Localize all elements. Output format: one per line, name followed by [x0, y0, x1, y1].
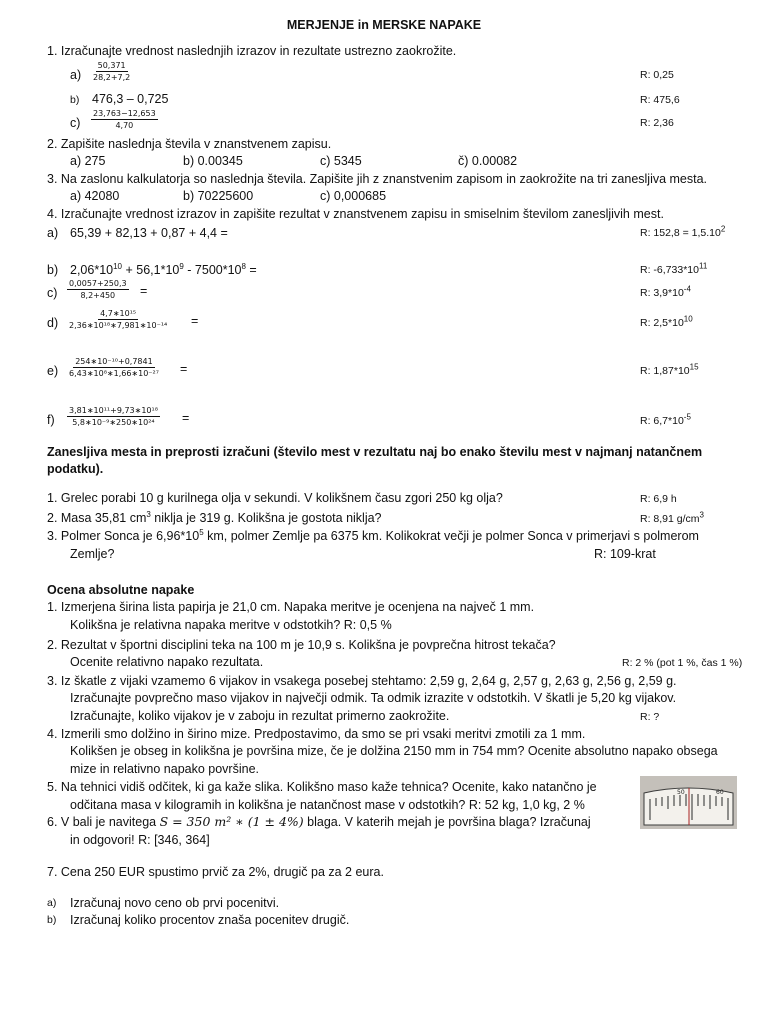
- q4d-result-text: R: 2,5*10: [640, 317, 684, 329]
- s2-q3-part2: km, polmer Zemlje pa 6375 km. Kolikokrat večji je polmer Sonca v primerjavi s polmerom: [203, 529, 699, 543]
- q1c-numerator: 23,763−12,653: [93, 109, 156, 118]
- q4c-equals: =: [140, 284, 148, 298]
- scale-label-50: 50: [677, 789, 685, 796]
- s3-q2-line2: Ocenite relativno napako rezultata.: [70, 655, 264, 669]
- s2-q3-part1: 3. Polmer Sonca je 6,96*10: [47, 529, 200, 543]
- q4f-result-text: R: 6,7*10: [640, 415, 684, 427]
- s2-q2-exp: 3: [146, 509, 151, 519]
- q4a-label: a): [47, 226, 59, 240]
- q4c-result: [640, 285, 691, 301]
- q4b-term1: 2,06*10: [70, 263, 114, 277]
- s3-q7a-label: a): [47, 897, 57, 909]
- q4e-fraction: [67, 356, 161, 379]
- scale-label-60: 60: [716, 789, 724, 796]
- q4f-fraction: [67, 405, 160, 428]
- q3-text: 3. Na zaslonu kalkulatorja so naslednja števila. Zapišite jih z znanstvenim zapisom in zaokrožite na tri zanesljiva mesta.: [47, 172, 708, 186]
- q1c-label: c): [70, 116, 81, 130]
- q4f-result: [640, 413, 691, 429]
- q4c-fraction: [67, 278, 129, 301]
- q1c-fraction: [91, 108, 158, 131]
- s2-q3-exp: 5: [199, 527, 204, 537]
- s3-q5-line2: odčitana masa v kilogramih in kolikšna je natančnost mase v odstotkih? R: 52 kg, 1,0 kg, 2 %: [70, 798, 585, 812]
- q4b-exp2: 9: [179, 261, 184, 271]
- q1-text: 1. Izračunajte vrednost naslednjih izrazov in rezultate ustrezno zaokrožite.: [47, 44, 457, 58]
- q2c: c) 5345: [320, 154, 362, 168]
- s3-q4-line1: 4. Izmerili smo dolžino in širino mize. Predpostavimo, da smo se pri vsaki meritvi zmotili za 1 mm.: [47, 727, 586, 741]
- q4a-result-exponent: 2: [720, 224, 726, 234]
- s3-q6-line1: [47, 814, 591, 830]
- q4c-denominator: 8,2+450: [80, 291, 116, 300]
- s3-q4-line3: mize in relativno napako površine.: [70, 762, 259, 776]
- s2-q1-result: R: 6,9 h: [640, 493, 677, 505]
- s3-q1-line2: Kolikšna je relativna napaka meritve v odstotkih? R: 0,5 %: [70, 618, 392, 632]
- q4b-label: b): [47, 263, 59, 277]
- q1a-fraction: [91, 60, 132, 83]
- s2-q1: 1. Grelec porabi 10 g kurilnega olja v sekundi. V kolikšnem času zgori 250 kg olja?: [47, 491, 503, 505]
- q4c-result-exponent: -4: [683, 284, 691, 294]
- q2-text: 2. Zapišite naslednja števila v znanstvenem zapisu.: [47, 137, 332, 151]
- q4a-result: [640, 225, 725, 241]
- s3-q3-line2: Izračunajte povprečno maso vijakov in največji odmik. Ta odmik izrazite v odstotkih. V škatli je 5,20 kg vijakov.: [70, 691, 677, 705]
- q2d: č) 0.00082: [458, 154, 518, 168]
- q1a-numerator: 50,371: [97, 61, 126, 70]
- q4d-result-exponent: 10: [683, 314, 693, 324]
- s3-q7b-label: b): [47, 914, 57, 926]
- q4e-result-exponent: 15: [689, 362, 699, 372]
- q4b-expression: [70, 262, 257, 278]
- q1b-expression: 476,3 – 0,725: [92, 92, 169, 106]
- q1a-result: R: 0,25: [640, 69, 674, 81]
- q1c-denominator: 4,70: [115, 121, 134, 130]
- section2-heading-line2: podatku).: [47, 462, 104, 476]
- s3-q6-part1: 6. V bali je navitega: [47, 815, 160, 829]
- s3-q7b: Izračunaj koliko procentov znaša pocenitev drugič.: [70, 913, 350, 927]
- s3-q3-line3: Izračunajte, koliko vijakov je v zaboju in rezultat primerno zaokrožite.: [70, 709, 450, 723]
- s2-q2-part1: 2. Masa 35,81 cm: [47, 511, 147, 525]
- s3-q4-line2: Kolikšen je obseg in kolikšna je površina mize, če je dolžina 2150 mm in 754 mm? Ocenite absolutno napako obsega: [70, 744, 718, 758]
- q3c: c) 0,000685: [320, 189, 387, 203]
- s3-q2-line1: 2. Rezultat v športni disciplini teka na 100 m je 10,9 s. Kolikšna je povprečna hitrost tekača?: [47, 638, 556, 652]
- s2-q3-result: R: 109-krat: [594, 547, 656, 561]
- scale-reading-image: [640, 776, 737, 829]
- s3-q1-line1: 1. Izmerjena širina lista papirja je 21,0 cm. Napaka meritve je ocenjena na največ 1 mm.: [47, 600, 535, 614]
- q4-text: 4. Izračunajte vrednost izrazov in zapišite rezultat v znanstvenem zapisu in smiselnim številom zanesljivih mest.: [47, 207, 664, 221]
- page-title: MERJENJE in MERSKE NAPAKE: [286, 18, 482, 32]
- q4f-denominator: 5,8∗10⁻⁹∗250∗10²⁴: [72, 418, 155, 427]
- q4d-denominator: 2,36∗10¹⁸∗7,981∗10⁻¹⁴: [69, 321, 168, 330]
- s3-q7a: Izračunaj novo ceno ob prvi pocenitvi.: [70, 896, 280, 910]
- q4b-term3: - 7500*10: [183, 263, 242, 277]
- section2-heading-line1: Zanesljiva mesta in preprosti izračuni (število mest v rezultatu naj bo enako številu mest v najmanj natančnem: [47, 445, 703, 459]
- s3-q2-result: R: 2 % (pot 1 %, čas 1 %): [622, 657, 743, 669]
- q4d-label: d): [47, 316, 59, 330]
- s2-q2-result: [640, 511, 704, 527]
- s3-q7: 7. Cena 250 EUR spustimo prvič za 2%, drugič pa za 2 eura.: [47, 865, 384, 879]
- q1b-result: R: 475,6: [640, 94, 680, 106]
- q4e-equals: =: [180, 362, 188, 376]
- q4b-equals: =: [245, 263, 257, 277]
- section3-heading: Ocena absolutne napake: [47, 583, 195, 597]
- q4d-numerator: 4,7∗10¹⁵: [100, 309, 137, 318]
- q4f-result-exponent: -5: [683, 412, 691, 422]
- q4b-term2: + 56,1*10: [122, 263, 180, 277]
- q4a-expression: 65,39 + 82,13 + 0,87 + 4,4 =: [70, 226, 228, 240]
- q4e-result-text: R: 1,87*10: [640, 365, 690, 377]
- q4b-exp1: 10: [113, 261, 123, 271]
- q4c-numerator: 0,0057+250,3: [69, 279, 127, 288]
- q4e-numerator: 254∗10⁻¹⁰+0,7841: [75, 357, 153, 366]
- q1a-denominator: 28,2+7,2: [93, 73, 131, 82]
- s2-q2-result-text: R: 8,91 g/cm: [640, 513, 700, 525]
- q4e-denominator: 6,43∗10⁸∗1,66∗10⁻²⁷: [69, 369, 159, 378]
- q4a-result-text: R: 152,8 = 1,5.10: [640, 227, 721, 239]
- q4f-equals: =: [182, 411, 190, 425]
- s3-q5-line1: 5. Na tehnici vidiš odčitek, ki ga kaže slika. Kolikšno maso kaže tehnica? Ocenite, kako natančno je: [47, 780, 597, 794]
- q4b-result-text: R: -6,733*10: [640, 264, 699, 276]
- s2-q2: [47, 510, 382, 526]
- q1b-label: b): [70, 94, 80, 106]
- q3a: a) 42080: [70, 189, 120, 203]
- q2a: a) 275: [70, 154, 106, 168]
- q4f-label: f): [47, 413, 55, 427]
- s3-q6-part2: blaga. V katerih mejah je površina blaga? Izračunaj: [303, 815, 591, 829]
- q4b-exp3: 8: [241, 261, 246, 271]
- q4d-equals: =: [191, 314, 199, 328]
- q3b: b) 70225600: [183, 189, 254, 203]
- q1c-result: R: 2,36: [640, 117, 674, 129]
- s3-q3-result: R: ?: [640, 711, 660, 723]
- q4e-label: e): [47, 364, 59, 378]
- s3-q3-line1: 3. Iz škatle z vijaki vzamemo 6 vijakov in vsakega posebej stehtamo: 2,59 g, 2,64 g, 2,57 g, 2,63 g, 2,56 g, 2,59 g.: [47, 674, 677, 688]
- s2-q3-line2: Zemlje?: [70, 547, 115, 561]
- q4d-fraction: [67, 308, 169, 331]
- q4b-result-exponent: 11: [698, 261, 708, 271]
- q4c-result-text: R: 3,9*10: [640, 287, 684, 299]
- s3-q6-line2: in odgovori! R: [346, 364]: [70, 833, 210, 847]
- q2b: b) 0.00345: [183, 154, 243, 168]
- q4f-numerator: 3,81∗10¹¹+9,73∗10¹⁸: [69, 406, 158, 415]
- s3-q6-formula: S = 350 m² ∗ (1 ± 4%): [159, 814, 304, 829]
- scale-dial-icon: [640, 776, 737, 829]
- s2-q2-part2: niklja je 319 g. Kolikšna je gostota niklja?: [150, 511, 382, 525]
- s2-q3: [47, 528, 699, 544]
- s2-q2-result-exp: 3: [699, 510, 704, 520]
- q4c-label: c): [47, 286, 58, 300]
- q4d-result: [640, 315, 693, 331]
- q1a-label: a): [70, 68, 82, 82]
- q4b-result: [640, 262, 707, 278]
- q4e-result: [640, 363, 699, 379]
